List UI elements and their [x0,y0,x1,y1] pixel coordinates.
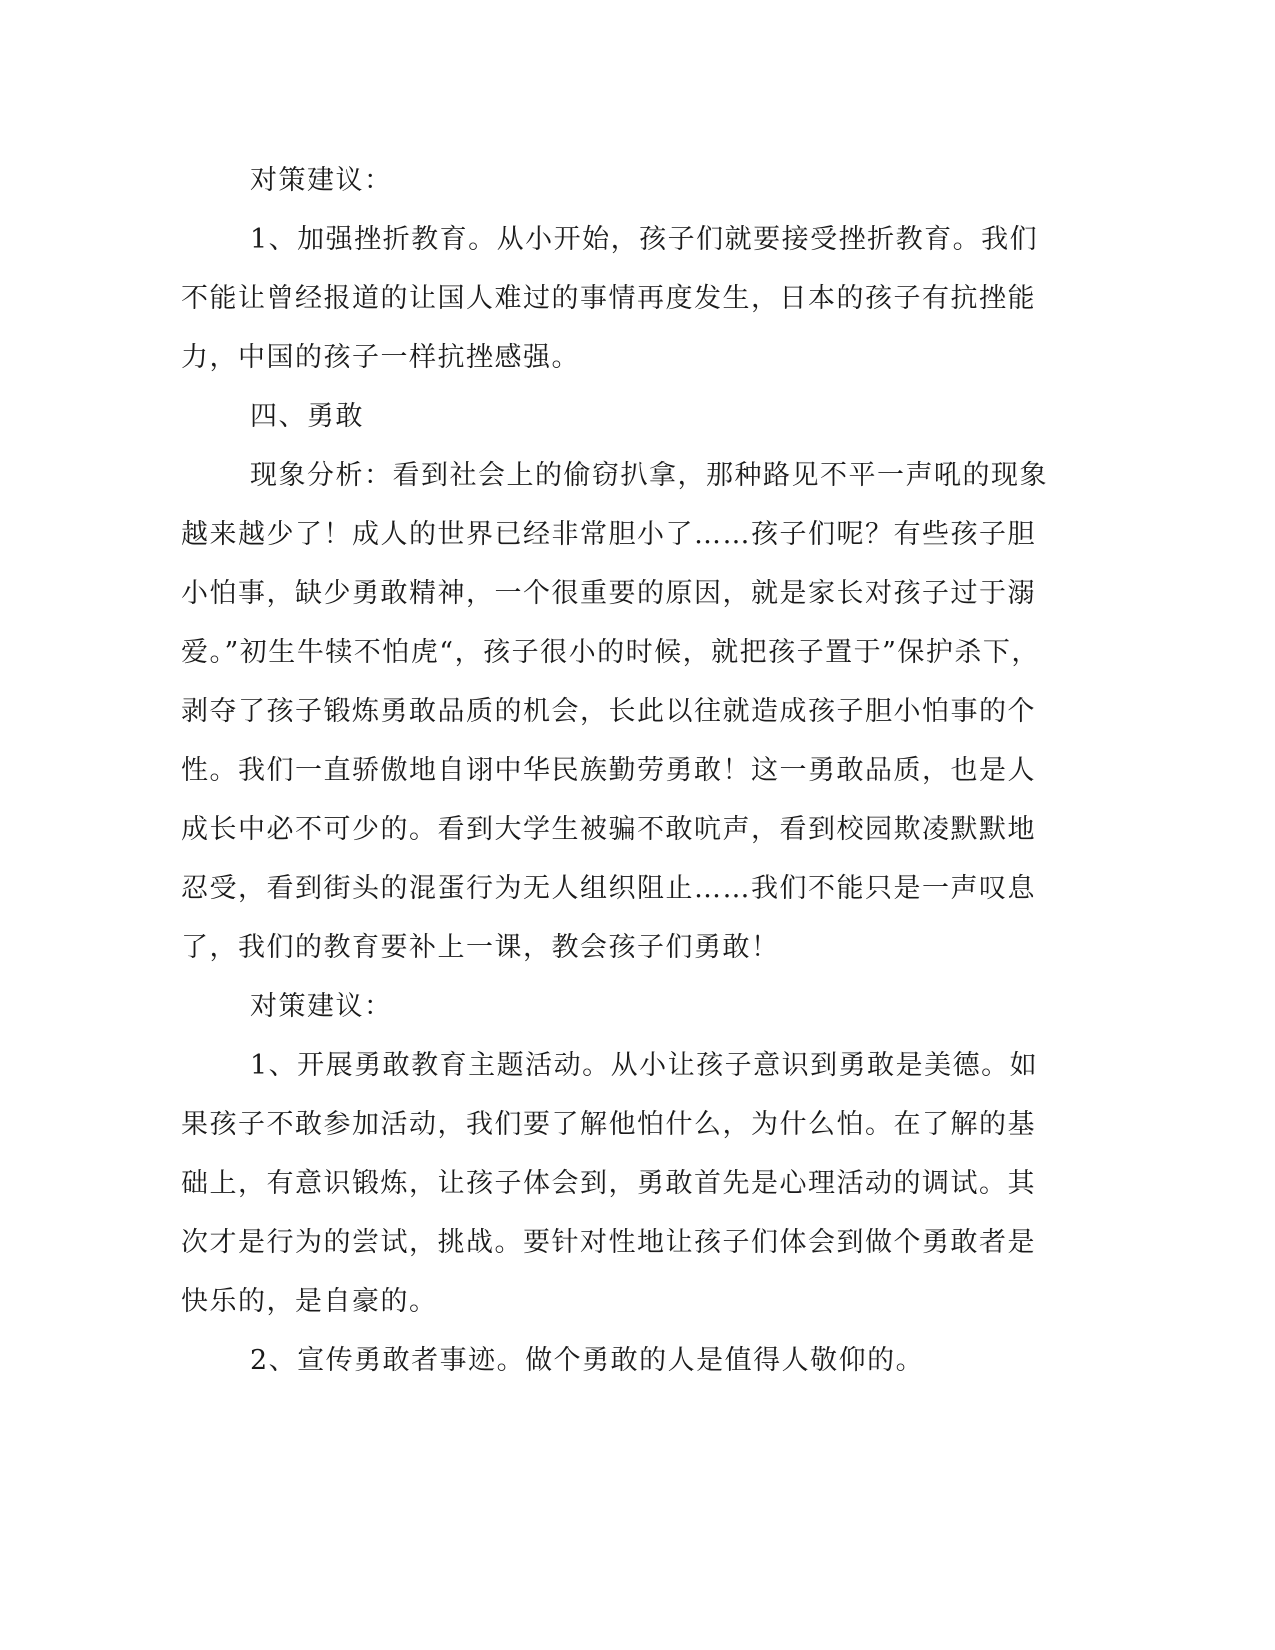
paragraph-line: 快乐的，是自豪的。 [181,1286,438,1317]
paragraph-line: 越来越少了！成人的世界已经非常胆小了……孩子们呢？有些孩子胆 [181,519,1036,550]
paragraph-line: 忍受，看到街头的混蛋行为无人组织阻止……我们不能只是一声叹息 [181,873,1036,904]
paragraph-line: 不能让曾经报道的让国人难过的事情再度发生，日本的孩子有抗挫能 [181,283,1036,314]
section-heading: 对策建议： [250,991,393,1022]
paragraph-line: 果孩子不敢参加活动，我们要了解他怕什么，为什么怕。在了解的基 [181,1109,1036,1140]
paragraph-line: 性。我们一直骄傲地自诩中华民族勤劳勇敢！这一勇敢品质，也是人 [181,755,1036,786]
paragraph-line: 了，我们的教育要补上一课，教会孩子们勇敢！ [181,932,780,963]
section-heading: 四、勇敢 [250,401,364,432]
paragraph-line: 成长中必不可少的。看到大学生被骗不敢吭声，看到校园欺凌默默地 [181,814,1036,845]
paragraph-line: 础上，有意识锻炼，让孩子体会到，勇敢首先是心理活动的调试。其 [181,1168,1036,1199]
paragraph-line: 2、宣传勇敢者事迹。做个勇敢的人是值得人敬仰的。 [250,1345,925,1376]
paragraph-line: 小怕事，缺少勇敢精神，一个很重要的原因，就是家长对孩子过于溺 [181,578,1036,609]
paragraph-line: 爱。”初生牛犊不怕虎“，孩子很小的时候，就把孩子置于”保护杀下， [181,637,1040,668]
paragraph-line: 1、加强挫折教育。从小开始，孩子们就要接受挫折教育。我们 [250,224,1039,255]
paragraph-line: 剥夺了孩子锻炼勇敢品质的机会，长此以往就造成孩子胆小怕事的个 [181,696,1036,727]
paragraph-line: 次才是行为的尝试，挑战。要针对性地让孩子们体会到做个勇敢者是 [181,1227,1036,1258]
paragraph-line: 力，中国的孩子一样抗挫感强。 [181,342,580,373]
section-heading: 对策建议： [250,165,393,196]
paragraph-line: 1、开展勇敢教育主题活动。从小让孩子意识到勇敢是美德。如 [250,1050,1039,1081]
paragraph-line: 现象分析：看到社会上的偷窃扒拿，那种路见不平一声吼的现象 [250,460,1048,491]
